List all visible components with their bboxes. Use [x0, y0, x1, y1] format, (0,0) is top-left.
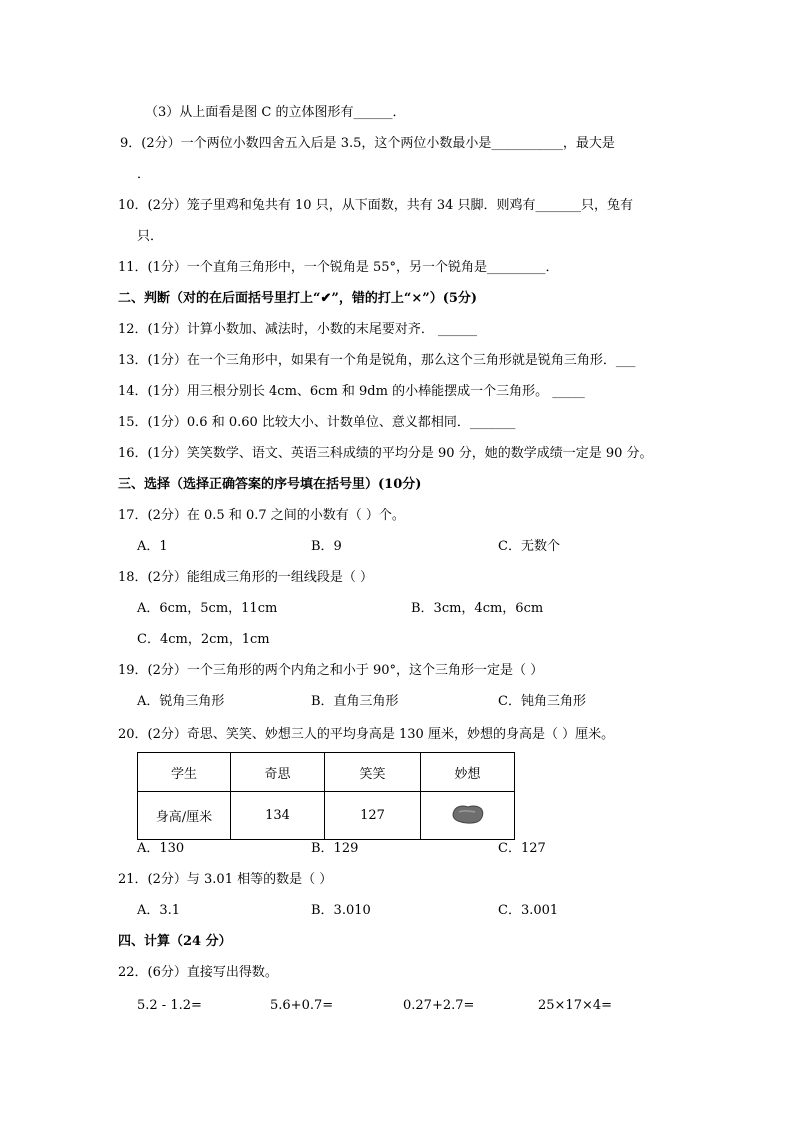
table-cell [421, 792, 515, 840]
table-header-row [138, 753, 515, 792]
question-14: 14．(1分）用三根分别长 4cm、6cm 和 9dm 的小棒能摆成一个三角形。 _____ [118, 384, 585, 399]
expression-1: 5.2 - 1.2= [137, 998, 202, 1013]
option-21-b: B．3.010 [311, 903, 371, 918]
question-21: 21．(2分）与 3.01 相等的数是（ ） [118, 872, 333, 887]
table-header-cell: 笑笑 [325, 753, 421, 792]
table-header-cell: 学生 [138, 753, 231, 792]
option-21-c: C．3.001 [498, 903, 559, 918]
expression-4: 25×17×4= [538, 998, 613, 1013]
section-2-heading: 二、判断（对的在后面括号里打上“✔”，错的打上“×”）(5分) [118, 291, 478, 306]
question-17: 17．(2分）在 0.5 和 0.7 之间的小数有（ ）个。 [118, 508, 405, 523]
question-13: 13．(1分）在一个三角形中，如果有一个角是锐角，那么这个三角形就是锐角三角形．___ [118, 353, 636, 368]
height-table [137, 752, 515, 840]
question-12: 12．(1分）计算小数加、减法时，小数的末尾要对齐． ______ [118, 322, 478, 337]
option-18-b: B．3cm，4cm，6cm [411, 601, 544, 616]
question-20: 20．(2分）奇思、笑笑、妙想三人的平均身高是 130 厘米，妙想的身高是（ ）厘米。 [118, 727, 615, 742]
question-22: 22．(6分）直接写出得数。 [118, 965, 278, 980]
option-17-a: A．1 [137, 539, 168, 554]
option-19-b: B．直角三角形 [311, 694, 399, 709]
table-cell: 127 [325, 792, 421, 840]
option-20-b: B．129 [311, 841, 359, 856]
option-17-b: B．9 [311, 539, 342, 554]
option-20-a: A．130 [137, 841, 185, 856]
question-18: 18．(2分）能组成三角形的一组线段是（ ） [118, 570, 374, 585]
option-19-a: A．锐角三角形 [137, 694, 225, 709]
question-9: 9．(2分）一个两位小数四舍五入后是 3.5，这个两位小数最小是___________，最大是 [120, 136, 615, 151]
table-cell: 身高/厘米 [138, 792, 231, 840]
section-3-heading: 三、选择（选择正确答案的序号填在括号里）(10分) [118, 477, 422, 492]
option-20-c: C．127 [498, 841, 546, 856]
question-9-cont: ． [137, 167, 151, 182]
question-10: 10．(2分）笼子里鸡和兔共有 10 只，从下面数，共有 34 只脚．则鸡有_______只，兔有 [118, 198, 633, 213]
option-17-c: C．无数个 [498, 539, 560, 554]
table-header-cell: 奇思 [231, 753, 325, 792]
option-18-c: C．4cm，2cm，1cm [137, 632, 270, 647]
ink-blot-icon [451, 803, 485, 825]
question-16: 16．(1分）笑笑数学、语文、英语三科成绩的平均分是 90 分，她的数学成绩一定是 90 分。 [118, 446, 653, 461]
question-19: 19．(2分）一个三角形的两个内角之和小于 90°，这个三角形一定是（ ） [118, 663, 544, 678]
question-11: 11．(1分）一个直角三角形中，一个锐角是 55°，另一个锐角是_________． [118, 260, 559, 275]
section-4-heading: 四、计算（24 分） [118, 934, 232, 949]
expression-2: 5.6+0.7= [270, 998, 334, 1013]
question-8-part-3: （3）从上面看是图 C 的立体图形有______． [145, 105, 406, 120]
option-21-a: A．3.1 [137, 903, 181, 918]
question-10-cont: 只． [137, 229, 164, 244]
option-18-a: A．6cm，5cm，11cm [137, 601, 278, 616]
table-cell: 134 [231, 792, 325, 840]
expression-3: 0.27+2.7= [403, 998, 475, 1013]
question-15: 15．(1分）0.6 和 0.60 比较大小、计数单位、意义都相同．_______ [118, 415, 516, 430]
table-header-cell: 妙想 [421, 753, 515, 792]
table-row [138, 792, 515, 840]
option-19-c: C．钝角三角形 [498, 694, 586, 709]
